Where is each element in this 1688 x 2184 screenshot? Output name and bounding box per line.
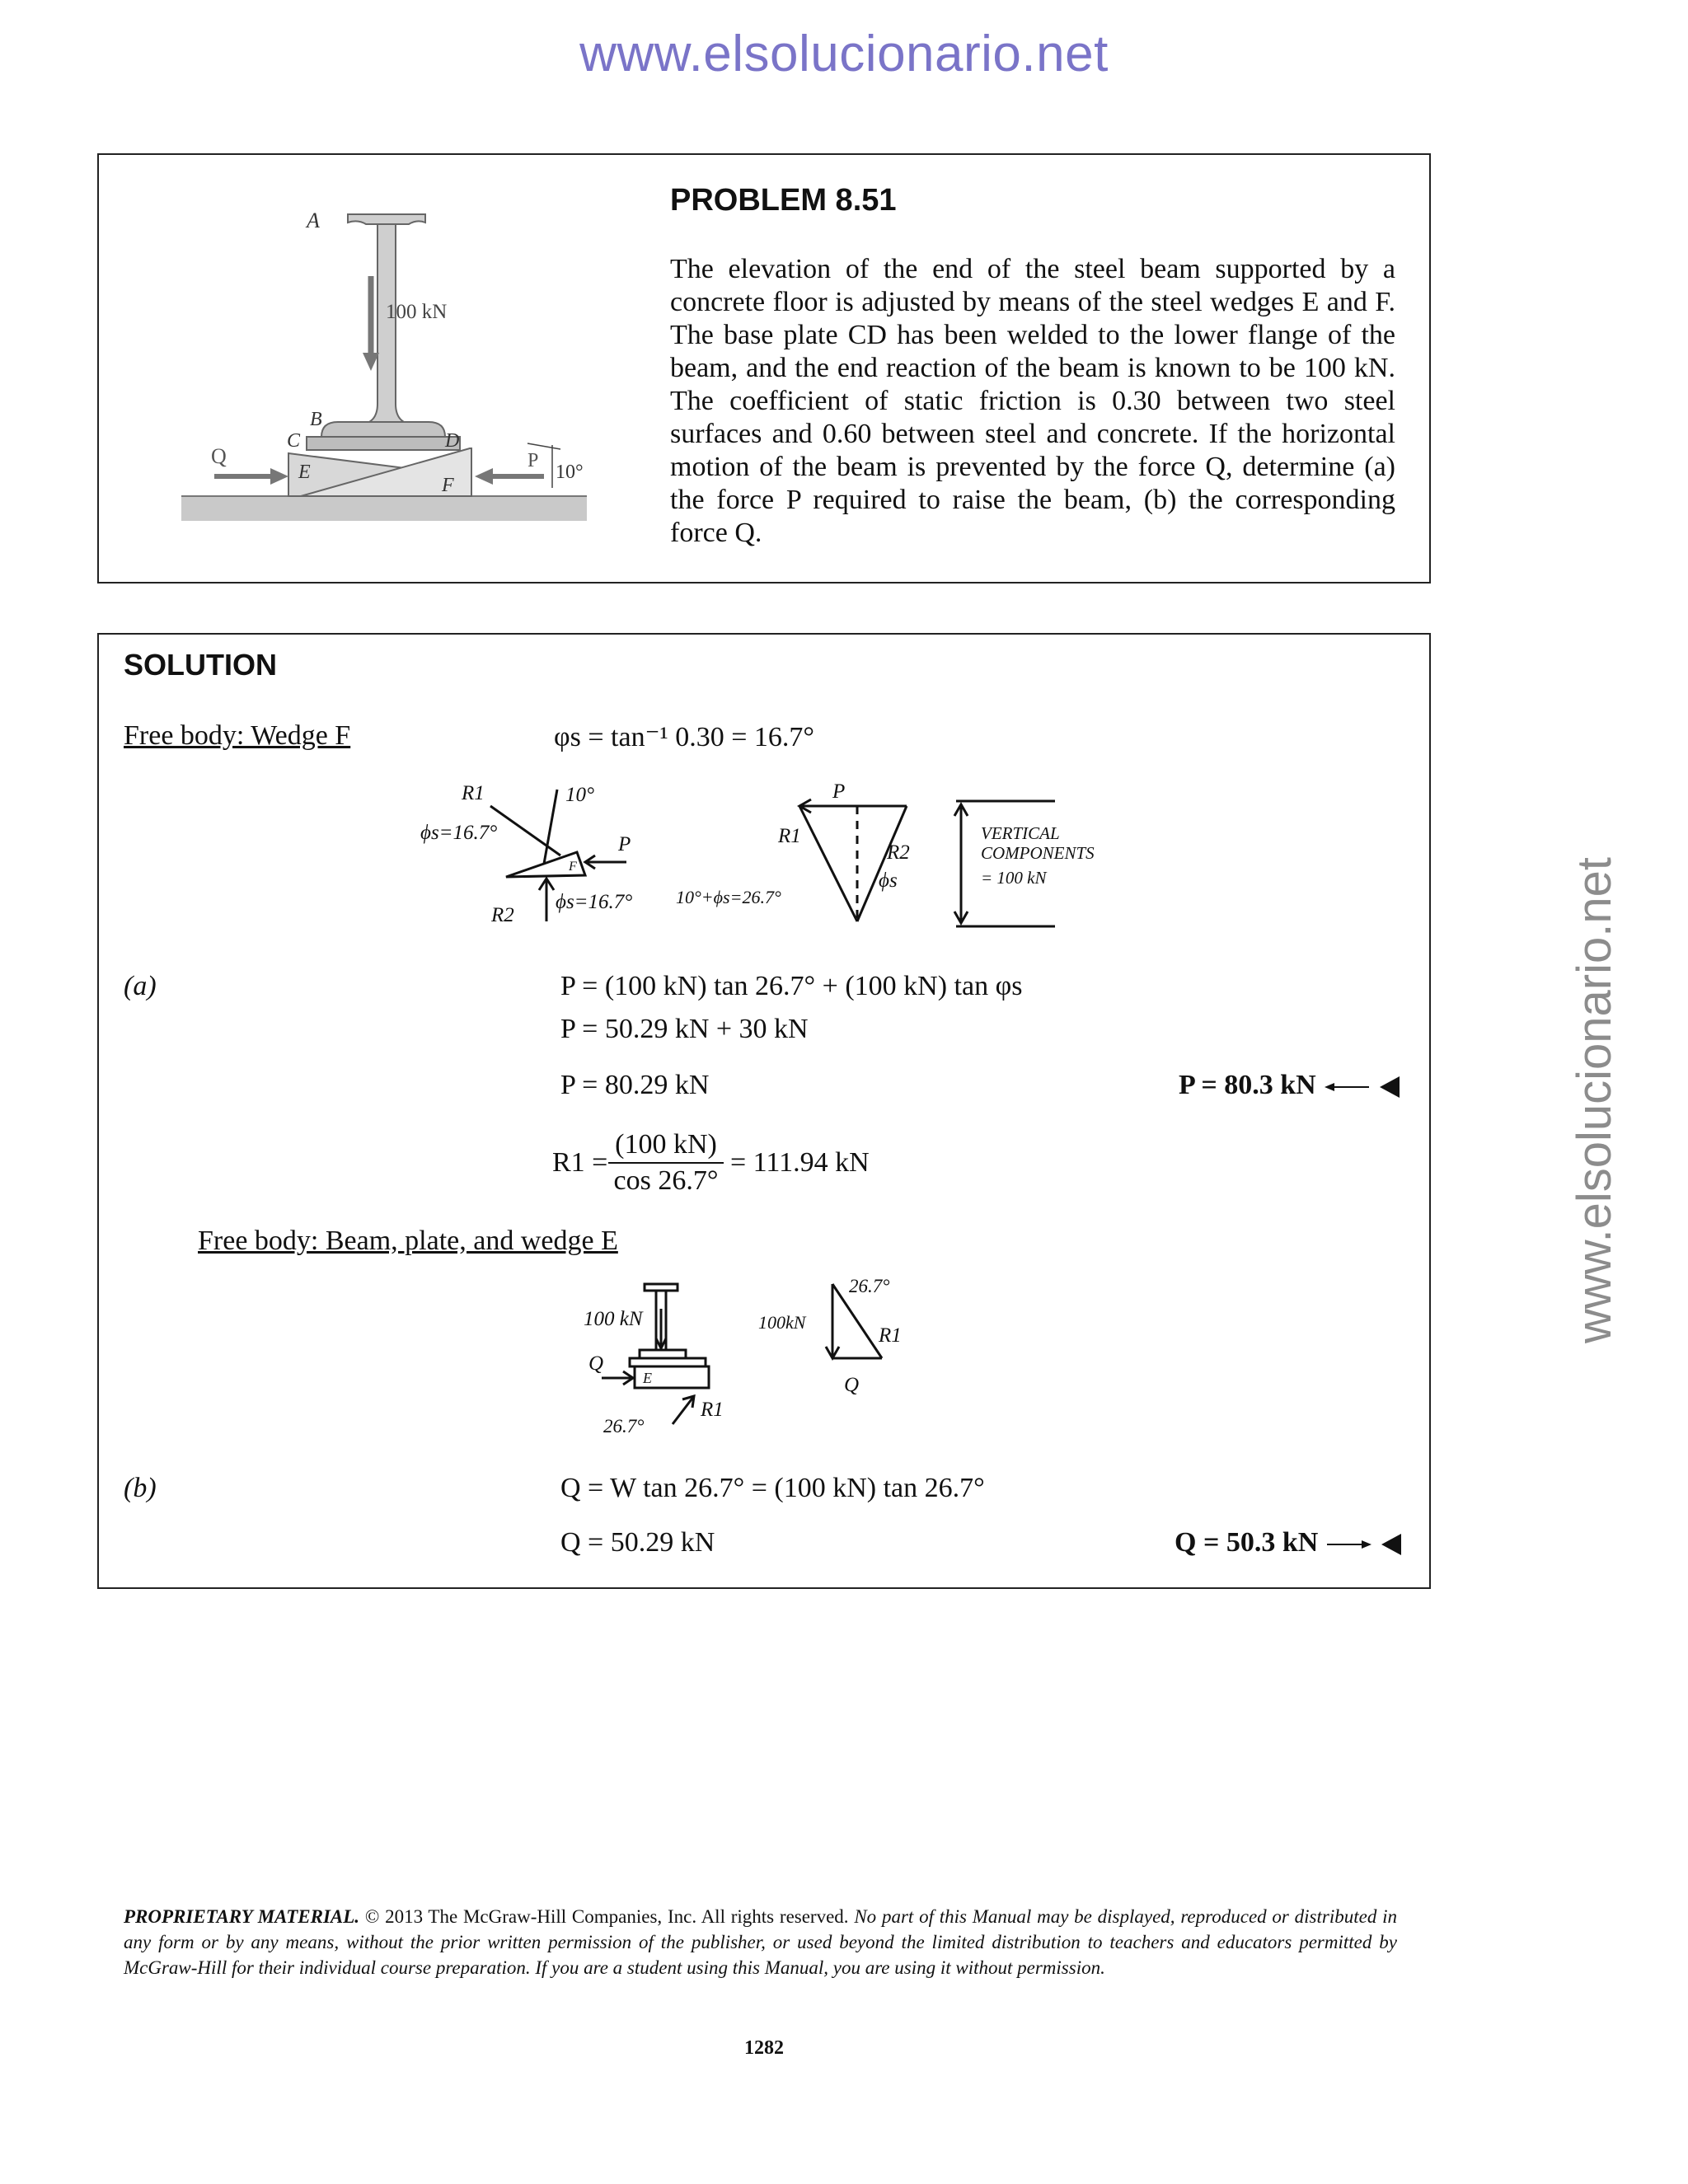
problem-title: PROBLEM 8.51 — [670, 183, 897, 218]
r1-rhs: = 111.94 kN — [730, 1147, 870, 1178]
problem-statement: The elevation of the end of the steel beam supported by a concrete floor is adjusted by means of the steel wedges E and F. The base plate CD has been welded to the lower flange of the beam, and the end reaction of the beam is known to be 100 kN. The coefficient of static friction is 0.30 between two steel surfaces and 0.60 between steel and concrete. If the horizontal motion of the beam is prevented by the force Q, determine (a) the force P required to raise the beam, (b) the corresponding force Q. — [670, 254, 1395, 548]
r1-fraction — [608, 1129, 724, 1197]
answer-b — [1175, 1527, 1403, 1558]
sk1-vert1: VERTICAL — [981, 823, 1060, 843]
fig-load-label: 100 kN — [386, 301, 448, 323]
footer-notice — [124, 1904, 1397, 1980]
sk1-angle10: 10° — [565, 784, 594, 806]
sk1-phis-left: ϕs=16.7° — [420, 822, 498, 844]
sk1-phis-bottom: ϕs=16.7° — [556, 891, 633, 913]
answer-a — [1179, 1070, 1401, 1101]
part-a-label: (a) — [124, 971, 157, 1001]
sketch-wedge-f — [412, 773, 1137, 938]
beam-top-flange — [348, 214, 425, 224]
sk2-tri-load: 100kN — [758, 1312, 806, 1333]
concrete-floor — [181, 496, 587, 521]
solution-title: SOLUTION — [124, 648, 277, 682]
eq-a1: P = (100 kN) tan 26.7° + (100 kN) tan φs — [560, 971, 1023, 1001]
end-marker-icon — [1380, 1532, 1403, 1557]
sk2-tri-angle: 26.7° — [849, 1276, 890, 1296]
free-body-wedge-f-label: Free body: Wedge F — [124, 720, 351, 751]
eq-b2: Q = 50.29 kN — [560, 1527, 715, 1558]
sk1-r2: R2 — [491, 904, 514, 926]
part-b-label: (b) — [124, 1473, 157, 1503]
sk1-pb: P — [832, 780, 846, 803]
free-body-beam-label: Free body: Beam, plate, and wedge E — [198, 1226, 618, 1256]
fig-label-d: D — [445, 430, 460, 452]
answer-a-text: P = 80.3 kN — [1179, 1070, 1316, 1100]
sk1-r1: R1 — [462, 782, 485, 804]
sk1-r2b: R2 — [887, 841, 910, 864]
sk2-tri-q: Q — [844, 1374, 860, 1396]
eq-a2: P = 50.29 kN + 30 kN — [560, 1014, 809, 1044]
sk2-angle: 26.7° — [603, 1416, 645, 1436]
answer-b-text: Q = 50.3 kN — [1175, 1527, 1319, 1558]
footer-copyright: © 2013 The McGraw-Hill Companies, Inc. All rights reserved. — [359, 1906, 855, 1927]
sk1-vert2: COMPONENTS — [981, 843, 1095, 863]
fig-label-p: P — [528, 450, 539, 471]
fig-label-c: C — [287, 430, 301, 452]
right-arrow-icon — [1325, 1536, 1373, 1553]
r1-numerator: (100 kN) — [608, 1129, 724, 1164]
sk1-r1b: R1 — [778, 825, 801, 847]
sk1-sum-angle: 10°+ϕs=26.7° — [676, 887, 781, 907]
base-plate-cd — [307, 437, 460, 450]
fig-label-a: A — [307, 209, 320, 232]
sk2-tri-r1: R1 — [879, 1324, 902, 1347]
sk1-p: P — [618, 833, 631, 855]
left-arrow-icon — [1323, 1079, 1371, 1095]
page-number: 1282 — [744, 2037, 784, 2059]
sk1-f: F — [569, 860, 577, 874]
fig-label-q: Q — [211, 444, 227, 468]
watermark-top: www.elsolucionario.net — [579, 26, 1109, 82]
fig-label-e: E — [298, 462, 311, 483]
eq-b1: Q = W tan 26.7° = (100 kN) tan 26.7° — [560, 1473, 985, 1503]
footer-proprietary: PROPRIETARY MATERIAL. — [124, 1906, 360, 1927]
sk2-r1: R1 — [701, 1399, 724, 1421]
eq-a3: P = 80.29 kN — [560, 1070, 710, 1100]
sk2-load: 100 kN — [584, 1308, 643, 1330]
fig-angle-label: 10° — [556, 462, 584, 483]
watermark-side: www.elsolucionario.net — [1568, 857, 1621, 1343]
beam-lower-flange — [321, 422, 445, 437]
footer-rights-notice: No part of this Manual may be displayed, reproduced or distributed in any form or by any means, without the prior written permission of the publisher, or used beyond the limited distribution to teachers and educators permitted by McGraw-Hill for their individual course preparation. If you are a student using this Manual, you are using it without permission. — [124, 1906, 1397, 1978]
sk2-q: Q — [588, 1352, 604, 1375]
r1-lhs: R1 = — [552, 1147, 608, 1178]
phi-equation: φs = tan⁻¹ 0.30 = 16.7° — [554, 722, 814, 752]
problem-figure — [165, 198, 610, 527]
sk1-vert3: = 100 kN — [981, 868, 1047, 888]
sketch-beam-wedge-e — [569, 1268, 981, 1449]
fig-label-f: F — [442, 475, 454, 496]
fig-label-b: B — [310, 409, 322, 430]
sk1-phisb: ϕs — [879, 869, 898, 892]
sk2-e: E — [643, 1370, 652, 1386]
r1-denominator: cos 26.7° — [613, 1165, 719, 1196]
end-marker-icon — [1378, 1075, 1401, 1099]
